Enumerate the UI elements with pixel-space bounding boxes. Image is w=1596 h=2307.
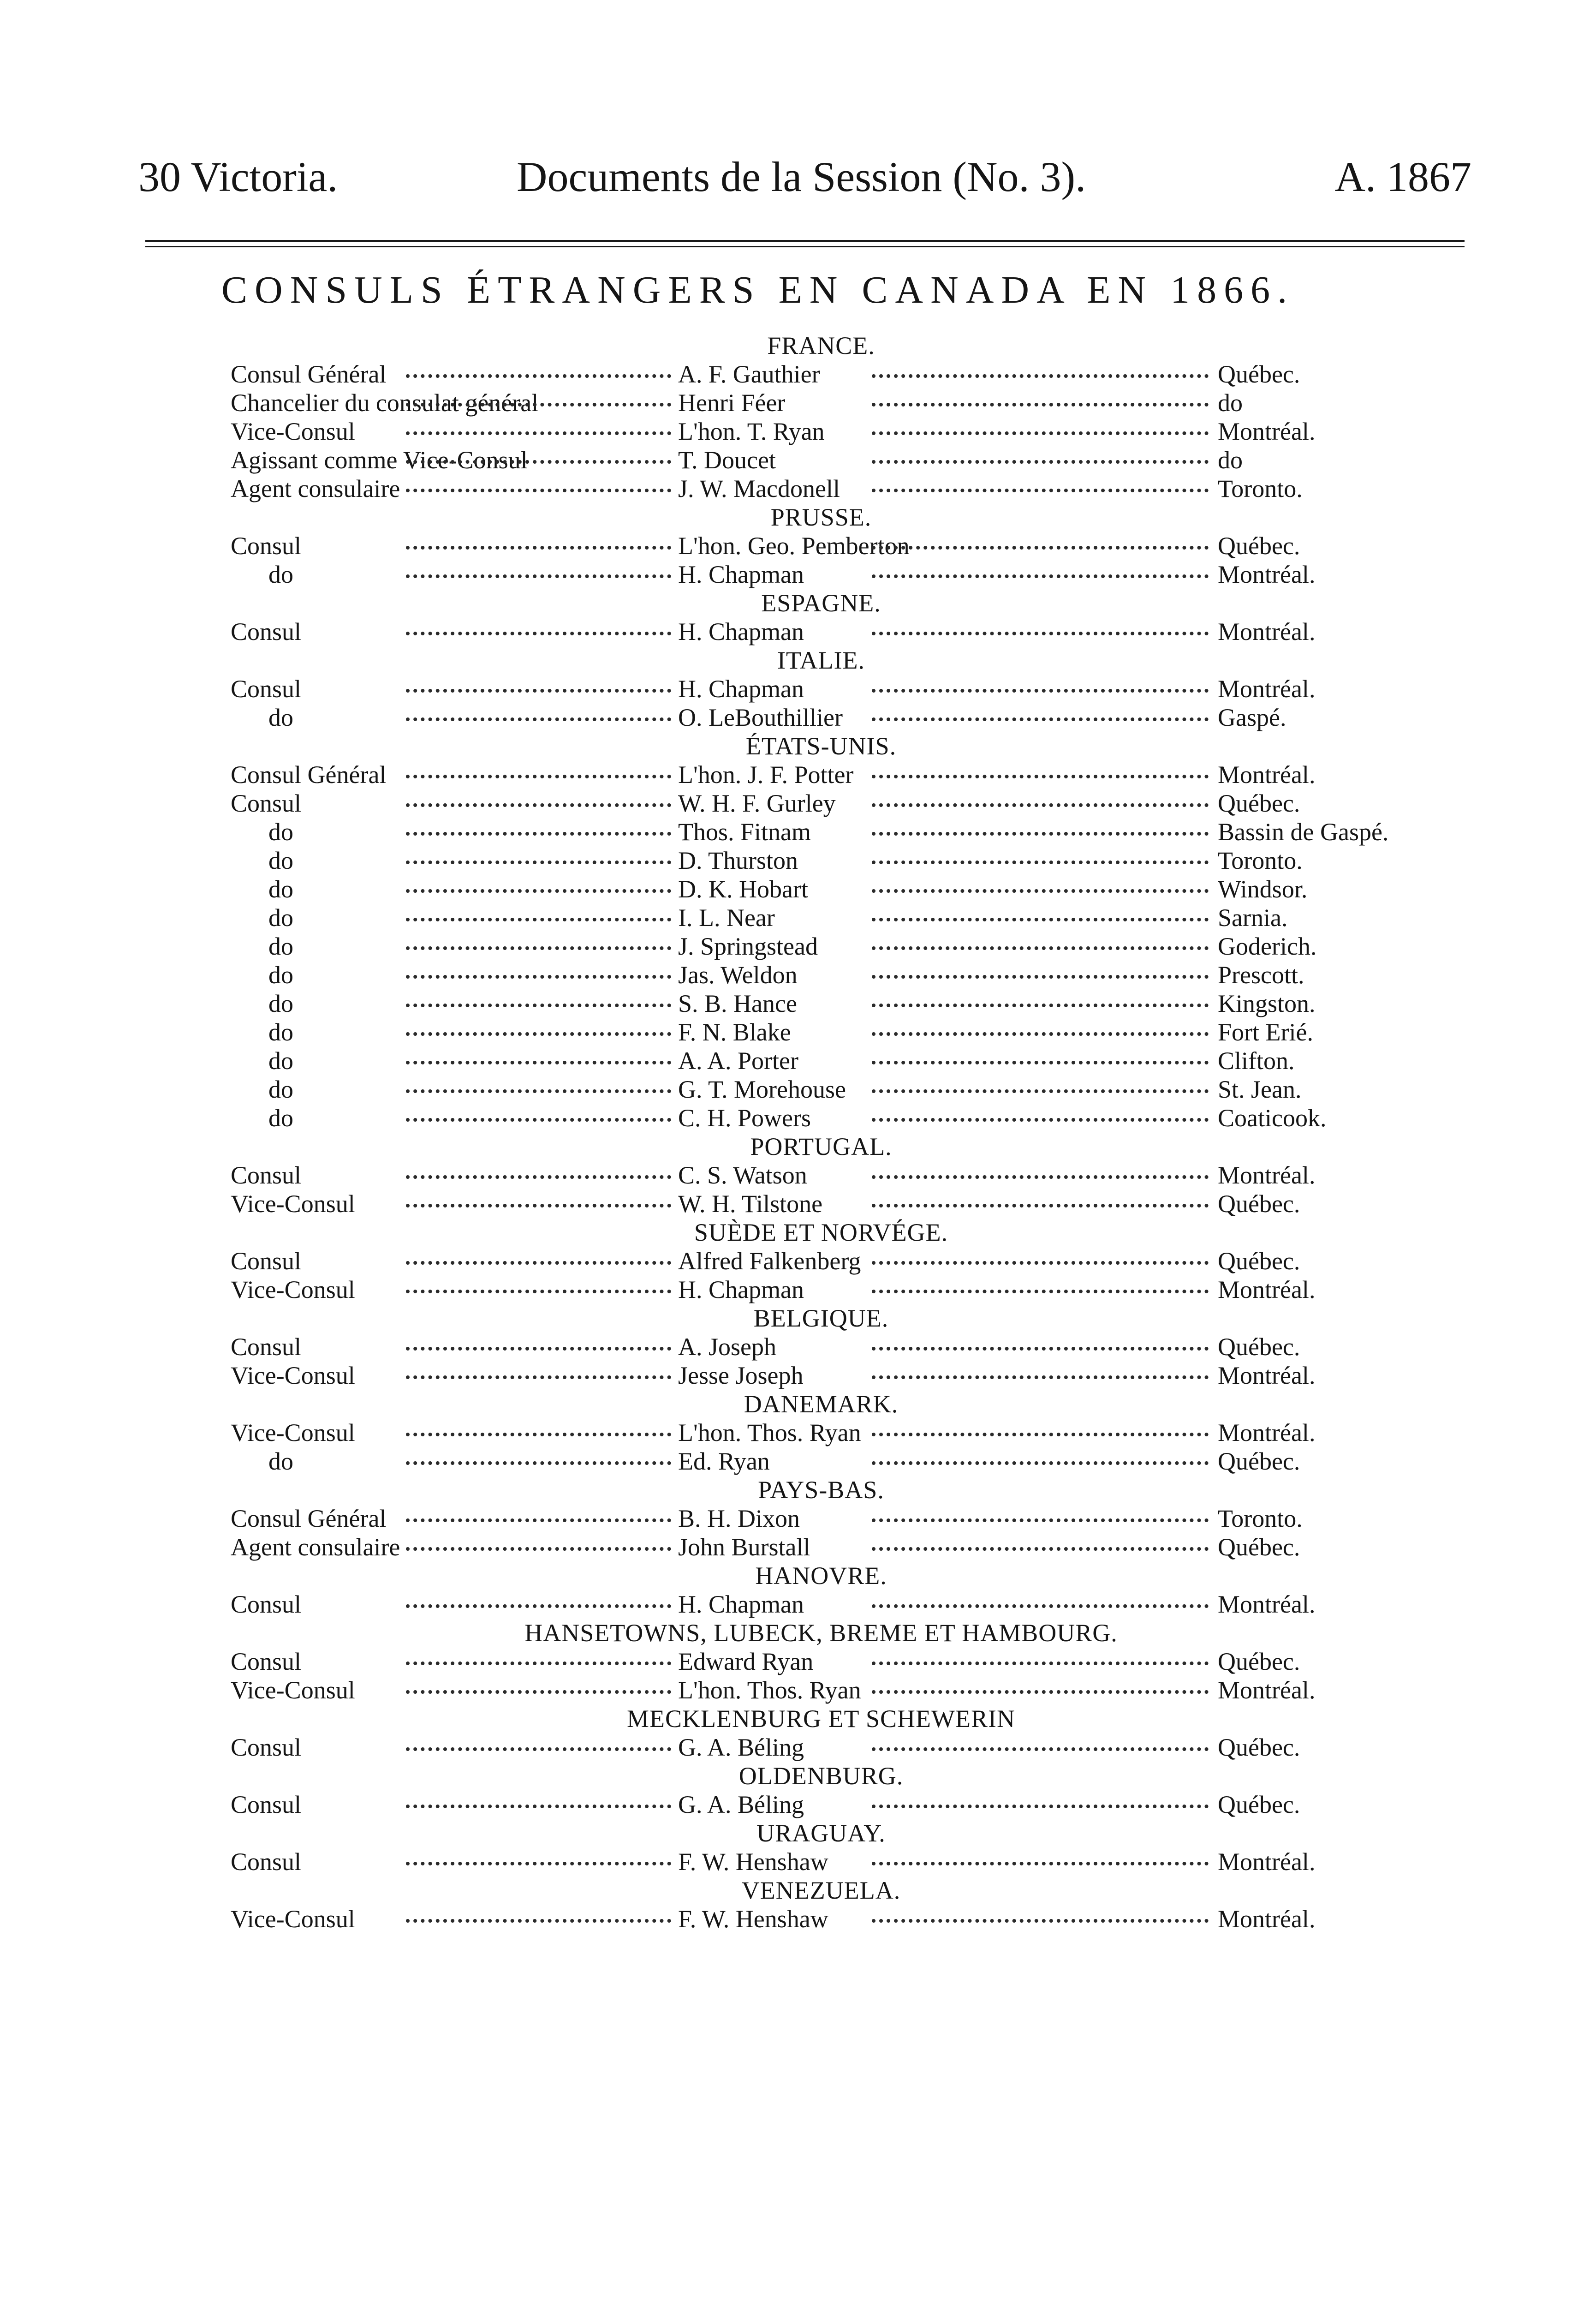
dot-leader [406, 1662, 671, 1665]
entry-role: Consul [231, 1247, 302, 1275]
entry-role: Consul [231, 1848, 302, 1876]
dot-leader [872, 1347, 1209, 1351]
page-header [138, 152, 1471, 208]
dot-leader [406, 1347, 671, 1351]
consul-entry [231, 760, 1411, 789]
entry-role: Consul [231, 1648, 302, 1675]
consul-entry [231, 1333, 1411, 1361]
entry-name: F. W. Henshaw [678, 1848, 828, 1876]
entry-place: Kingston. [1218, 990, 1316, 1017]
consul-entry [231, 532, 1411, 560]
entry-name: O. LeBouthillier [678, 704, 843, 731]
dot-leader [872, 489, 1209, 492]
dot-leader [872, 1004, 1209, 1007]
entry-name: D. Thurston [678, 847, 798, 874]
entry-name: G. T. Morehouse [678, 1076, 846, 1103]
entry-role: do [268, 1447, 293, 1475]
dot-leader [406, 1118, 671, 1122]
consul-entry [231, 1018, 1411, 1046]
entry-role: Consul [231, 1733, 302, 1761]
entry-place: Québec. [1218, 1333, 1300, 1361]
section-title: OLDENBURG. [738, 1762, 904, 1790]
dot-leader [872, 889, 1209, 893]
entry-role: do [268, 818, 293, 846]
dot-leader [406, 1805, 671, 1808]
dot-leader [406, 1032, 671, 1036]
entry-place: Toronto. [1218, 847, 1303, 874]
entry-role: Agissant comme Vice-Consul [231, 446, 528, 474]
section-title: ÉTATS-UNIS. [745, 732, 897, 760]
entry-place: Montréal. [1218, 1590, 1316, 1618]
entry-name: L'hon. Thos. Ryan [678, 1676, 861, 1704]
consul-entry [231, 360, 1411, 388]
consul-entry [231, 818, 1411, 846]
consul-entry [231, 417, 1411, 446]
entry-role: Vice-Consul [231, 1362, 355, 1389]
entry-role: Consul [231, 618, 302, 645]
consul-entry [231, 989, 1411, 1018]
entry-role: Vice-Consul [231, 1905, 355, 1933]
dot-leader [872, 1662, 1209, 1665]
entry-name: I. L. Near [678, 904, 775, 932]
entry-name: A. A. Porter [678, 1047, 798, 1075]
entry-role: do [268, 875, 293, 903]
dot-leader [872, 1919, 1209, 1923]
entry-place: Montréal. [1218, 418, 1316, 445]
consul-entry [231, 1504, 1411, 1533]
entry-name: H. Chapman [678, 561, 804, 588]
consul-entry [231, 703, 1411, 732]
dot-leader [406, 1261, 671, 1265]
entry-name: B. H. Dixon [678, 1505, 800, 1532]
dot-leader [406, 1547, 671, 1551]
dot-leader [406, 975, 671, 979]
entry-role: Vice-Consul [231, 1419, 355, 1446]
entry-name: D. K. Hobart [678, 875, 808, 903]
entry-place: do [1218, 446, 1243, 474]
dot-leader [872, 574, 1209, 578]
dot-leader [872, 803, 1209, 807]
dot-leader [406, 775, 671, 778]
consul-entry [231, 617, 1411, 646]
entry-role: Consul Général [231, 1505, 387, 1532]
dot-leader [406, 574, 671, 578]
dot-leader [406, 1518, 671, 1522]
entry-name: C. S. Watson [678, 1161, 807, 1189]
entry-role: Consul [231, 1161, 302, 1189]
dot-leader [406, 489, 671, 492]
entry-role: do [268, 847, 293, 874]
dot-leader [872, 717, 1209, 721]
entry-name: Thos. Fitnam [678, 818, 811, 846]
dot-leader [406, 632, 671, 635]
consul-entry [231, 1075, 1411, 1104]
consul-entry [231, 961, 1411, 989]
dot-leader [872, 1433, 1209, 1436]
entry-role: Consul [231, 789, 302, 817]
entry-name: Jas. Weldon [678, 961, 798, 989]
dot-leader [872, 1375, 1209, 1379]
dot-leader [406, 431, 671, 435]
dot-leader [406, 918, 671, 921]
dot-leader [872, 460, 1209, 464]
dot-leader [406, 1433, 671, 1436]
entry-place: Québec. [1218, 1533, 1300, 1561]
dot-leader [872, 1747, 1209, 1751]
consul-entry [231, 1790, 1411, 1819]
entry-place: Québec. [1218, 1733, 1300, 1761]
entry-role: Consul Général [231, 360, 387, 388]
entry-name: Henri Féer [678, 389, 786, 417]
entry-place: Québec. [1218, 1447, 1300, 1475]
entry-place: Montréal. [1218, 675, 1316, 703]
entry-place: Bassin de Gaspé. [1218, 818, 1389, 846]
entry-role: Vice-Consul [231, 1276, 355, 1303]
consul-entry [231, 1418, 1411, 1447]
section-title: PAYS-BAS. [758, 1476, 884, 1504]
section-title: FRANCE. [767, 332, 875, 359]
entry-name: L'hon. Geo. Pemberton [678, 532, 910, 560]
entry-role: Vice-Consul [231, 1676, 355, 1704]
dot-leader [872, 1290, 1209, 1293]
dot-leader [406, 1862, 671, 1865]
entry-name: A. Joseph [678, 1333, 776, 1361]
dot-leader [406, 832, 671, 836]
dot-leader [872, 1805, 1209, 1808]
entry-name: Ed. Ryan [678, 1447, 770, 1475]
consul-entry [231, 388, 1411, 417]
entry-place: do [1218, 389, 1243, 417]
entry-place: Sarnia. [1218, 904, 1288, 932]
consul-listing [231, 331, 1411, 1933]
dot-leader [872, 1204, 1209, 1207]
entry-name: Edward Ryan [678, 1648, 814, 1675]
dot-leader [406, 1690, 671, 1694]
dot-leader [406, 1204, 671, 1207]
dot-leader [872, 689, 1209, 693]
entry-place: Québec. [1218, 1247, 1300, 1275]
consul-entry [231, 1189, 1411, 1218]
entry-place: Montréal. [1218, 1362, 1316, 1389]
consul-entry [231, 932, 1411, 961]
entry-role: Consul [231, 675, 302, 703]
dot-leader [872, 775, 1209, 778]
header-right: A. 1867 [1334, 153, 1471, 200]
consul-entry [231, 1046, 1411, 1075]
consul-entry [231, 846, 1411, 875]
entry-role: do [268, 961, 293, 989]
section-title: BELGIQUE. [753, 1304, 889, 1332]
entry-role: Agent consulaire [231, 475, 400, 502]
entry-name: T. Doucet [678, 446, 776, 474]
consul-entry [231, 1361, 1411, 1390]
section-title: ESPAGNE. [761, 589, 881, 617]
section-title: DANEMARK. [744, 1390, 899, 1418]
entry-role: do [268, 932, 293, 960]
dot-leader [406, 803, 671, 807]
entry-name: H. Chapman [678, 1276, 804, 1303]
consul-entry [231, 789, 1411, 818]
entry-role: Consul Général [231, 761, 387, 789]
entry-place: Québec. [1218, 1190, 1300, 1218]
consul-entry [231, 1676, 1411, 1704]
dot-leader [872, 1862, 1209, 1865]
dot-leader [406, 1461, 671, 1465]
dot-leader [872, 1261, 1209, 1265]
entry-name: L'hon. T. Ryan [678, 418, 825, 445]
dot-leader [406, 1089, 671, 1093]
dot-leader [872, 374, 1209, 378]
entry-name: W. H. Tilstone [678, 1190, 823, 1218]
dot-leader [406, 1747, 671, 1751]
dot-leader [406, 403, 671, 406]
dot-leader [872, 861, 1209, 864]
entry-place: Toronto. [1218, 1505, 1303, 1532]
dot-leader [406, 946, 671, 950]
entry-place: Clifton. [1218, 1047, 1295, 1075]
section-title: ITALIE. [777, 646, 865, 674]
section-title: URAGUAY. [756, 1819, 886, 1847]
entry-place: Québec. [1218, 532, 1300, 560]
consul-entry [231, 1161, 1411, 1189]
entry-name: F. W. Henshaw [678, 1905, 828, 1933]
entry-place: Montréal. [1218, 561, 1316, 588]
entry-place: Gaspé. [1218, 704, 1286, 731]
entry-role: do [268, 1018, 293, 1046]
dot-leader [872, 1518, 1209, 1522]
dot-leader [872, 946, 1209, 950]
section-title: PORTUGAL. [750, 1133, 892, 1160]
dot-leader [406, 1604, 671, 1608]
entry-role: do [268, 990, 293, 1017]
dot-leader [872, 403, 1209, 406]
consul-entry [231, 1647, 1411, 1676]
section-title: MECKLENBURG ET SCHEWERIN [627, 1705, 1015, 1733]
entry-place: Fort Erié. [1218, 1018, 1313, 1046]
header-rule-thick [145, 240, 1465, 242]
dot-leader [406, 1919, 671, 1923]
entry-name: H. Chapman [678, 618, 804, 645]
entry-name: A. F. Gauthier [678, 360, 820, 388]
entry-name: J. Springstead [678, 932, 818, 960]
entry-name: S. B. Hance [678, 990, 797, 1017]
section-title: HANSETOWNS, LUBECK, BREME ET HAMBOURG. [524, 1619, 1118, 1647]
dot-leader [872, 1118, 1209, 1122]
dot-leader [872, 1547, 1209, 1551]
dot-leader [406, 1004, 671, 1007]
entry-place: Montréal. [1218, 1419, 1316, 1446]
dot-leader [406, 689, 671, 693]
header-left: 30 Victoria. [138, 153, 338, 200]
entry-name: G. A. Béling [678, 1791, 804, 1818]
entry-name: G. A. Béling [678, 1733, 804, 1761]
entry-name: Jesse Joseph [678, 1362, 804, 1389]
entry-name: C. H. Powers [678, 1104, 811, 1132]
entry-place: Montréal. [1218, 1276, 1316, 1303]
dot-leader [872, 431, 1209, 435]
entry-name: H. Chapman [678, 1590, 804, 1618]
entry-place: Montréal. [1218, 761, 1316, 789]
dot-leader [872, 546, 1209, 550]
entry-role: do [268, 1047, 293, 1075]
consul-entry [231, 903, 1411, 932]
dot-leader [872, 918, 1209, 921]
dot-leader [406, 1175, 671, 1179]
entry-place: Québec. [1218, 360, 1300, 388]
dot-leader [406, 1375, 671, 1379]
entry-name: H. Chapman [678, 675, 804, 703]
dot-leader [406, 1061, 671, 1064]
dot-leader [872, 1175, 1209, 1179]
dot-leader [872, 1461, 1209, 1465]
entry-place: Montréal. [1218, 1905, 1316, 1933]
section-title: PRUSSE. [770, 503, 872, 531]
page-title: CONSULS ÉTRANGERS EN CANADA EN 1866. [221, 269, 1295, 311]
consul-entry [231, 1447, 1411, 1476]
dot-leader [872, 1061, 1209, 1064]
header-rule-thin [145, 246, 1465, 247]
entry-name: L'hon. J. F. Potter [678, 761, 854, 789]
entry-name: F. N. Blake [678, 1018, 791, 1046]
entry-place: Toronto. [1218, 475, 1303, 502]
entry-place: Montréal. [1218, 1161, 1316, 1189]
entry-name: John Burstall [678, 1533, 810, 1561]
entry-role: do [268, 704, 293, 731]
consul-entry [231, 1733, 1411, 1762]
consul-entry [231, 1905, 1411, 1933]
dot-leader [406, 889, 671, 893]
dot-leader [406, 460, 671, 464]
consul-entry [231, 675, 1411, 703]
dot-leader [406, 1290, 671, 1293]
entry-name: Alfred Falkenberg [678, 1247, 861, 1275]
entry-place: Prescott. [1218, 961, 1304, 989]
entry-role: do [268, 1076, 293, 1103]
consul-entry [231, 1590, 1411, 1619]
dot-leader [406, 717, 671, 721]
entry-place: Québec. [1218, 1648, 1300, 1675]
entry-role: Vice-Consul [231, 418, 355, 445]
consul-entry [231, 875, 1411, 903]
entry-name: L'hon. Thos. Ryan [678, 1419, 861, 1446]
entry-role: do [268, 1104, 293, 1132]
entry-place: St. Jean. [1218, 1076, 1302, 1103]
entry-place: Goderich. [1218, 932, 1317, 960]
section-title: VENEZUELA. [741, 1877, 901, 1904]
entry-place: Windsor. [1218, 875, 1308, 903]
entry-role: Consul [231, 532, 302, 560]
consul-entry [231, 474, 1411, 503]
dot-leader [406, 861, 671, 864]
consul-entry [231, 1847, 1411, 1876]
dot-leader [872, 1089, 1209, 1093]
entry-role: do [268, 904, 293, 932]
section-title: HANOVRE. [755, 1562, 887, 1590]
entry-name: W. H. F. Gurley [678, 789, 836, 817]
dot-leader [872, 1690, 1209, 1694]
entry-place: Québec. [1218, 1791, 1300, 1818]
dot-leader [872, 632, 1209, 635]
dot-leader [872, 1604, 1209, 1608]
dot-leader [406, 546, 671, 550]
consul-entry [231, 446, 1411, 474]
entry-place: Montréal. [1218, 1676, 1316, 1704]
consul-entry [231, 1247, 1411, 1275]
header-center: Documents de la Session (No. 3). [517, 153, 1086, 200]
entry-role: Consul [231, 1333, 302, 1361]
entry-role: Vice-Consul [231, 1190, 355, 1218]
consul-entry [231, 1533, 1411, 1561]
entry-place: Coaticook. [1218, 1104, 1327, 1132]
entry-place: Montréal. [1218, 618, 1316, 645]
section-title: SUÈDE ET NORVÉGE. [694, 1219, 948, 1246]
entry-place: Montréal. [1218, 1848, 1316, 1876]
consul-entry [231, 1104, 1411, 1132]
consul-entry [231, 560, 1411, 589]
entry-place: Québec. [1218, 789, 1300, 817]
entry-role: Consul [231, 1791, 302, 1818]
consul-entry [231, 1275, 1411, 1304]
entry-role: Consul [231, 1590, 302, 1618]
dot-leader [872, 975, 1209, 979]
dot-leader [872, 1032, 1209, 1036]
entry-role: Agent consulaire [231, 1533, 400, 1561]
entry-name: J. W. Macdonell [678, 475, 840, 502]
entry-role: Chancelier du consulat général [231, 389, 539, 417]
dot-leader [872, 832, 1209, 836]
dot-leader [406, 374, 671, 378]
entry-role: do [268, 561, 293, 588]
